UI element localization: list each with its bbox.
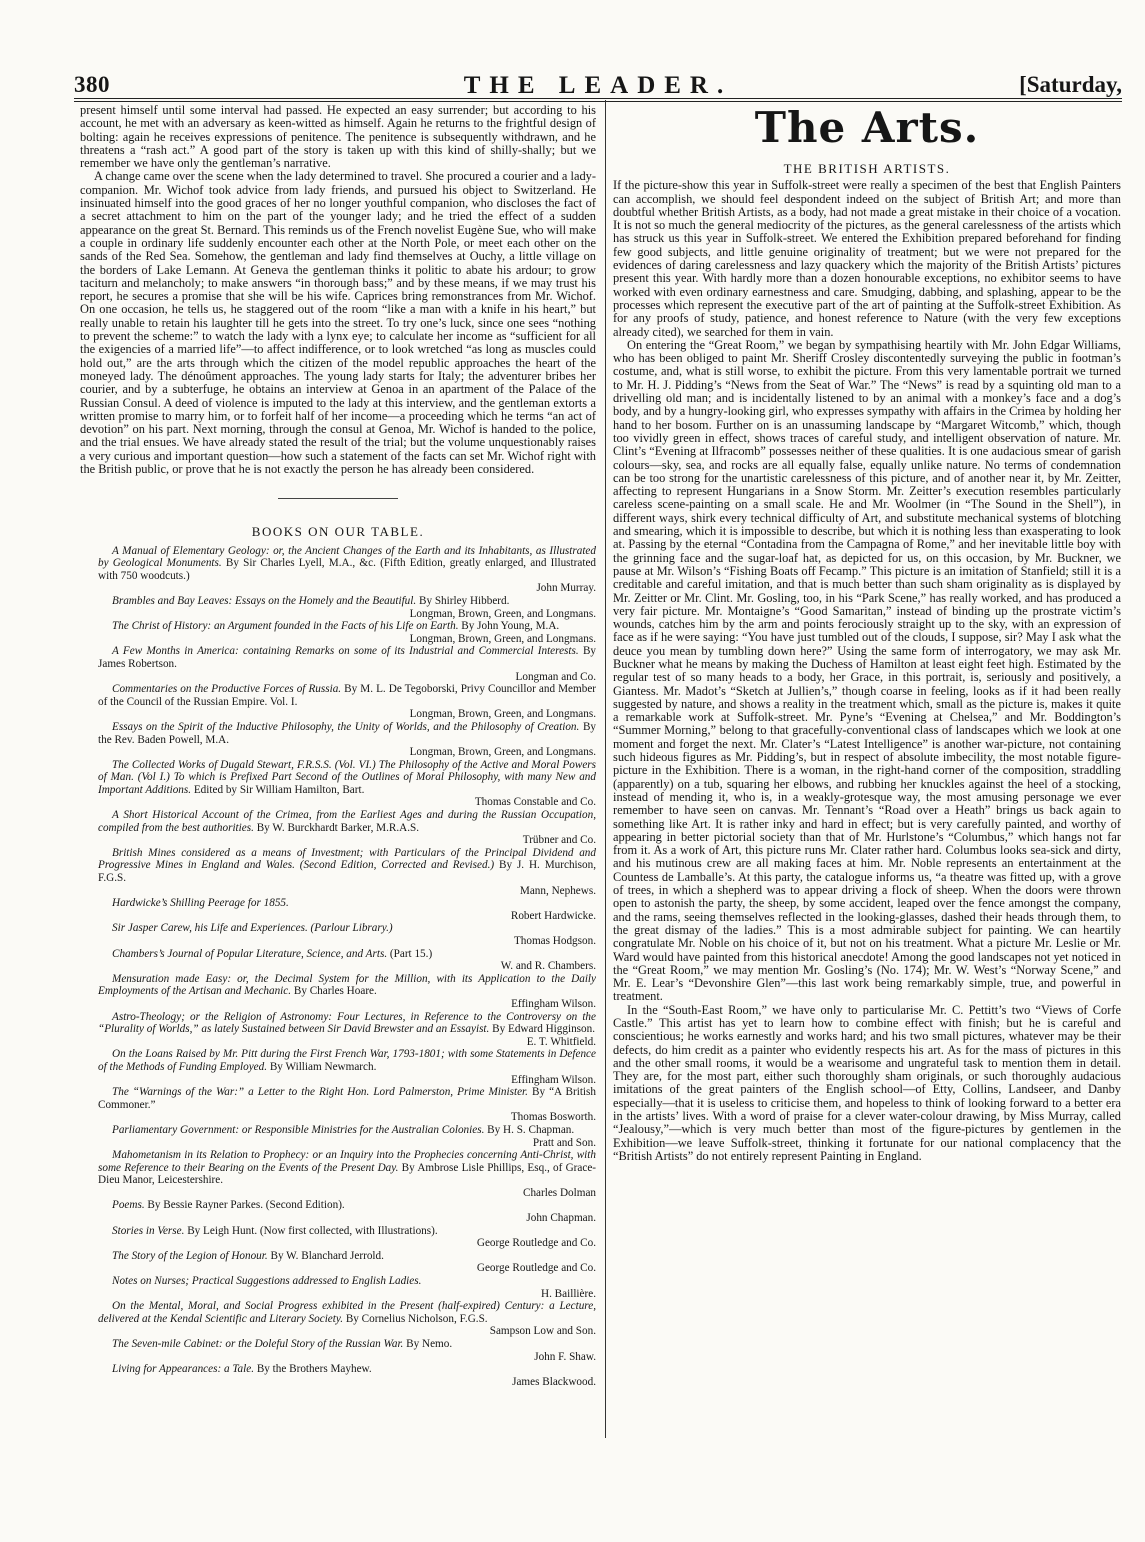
- book-author: By J. H. Murchison, F.G.S.: [98, 859, 597, 885]
- book-publisher: Effingham Wilson.: [511, 1073, 596, 1086]
- book-author: By Bessie Rayner Parkes. (Second Edition).: [147, 1199, 345, 1212]
- book-title: The Seven-mile Cabinet: or the Doleful Story of the Russian War.: [112, 1338, 404, 1351]
- article-paragraph: If the picture-show this year in Suffolk-street were really a specimen of the best that English Painters can accomplish, we should feel despondent indeed on the subject of British Art; and more than doubtful whether British Artists, as a body, had not made a great mistake in their choice of a vocation. It is not so much the general mediocrity of the pictures, as the general carelessness of the artists which has struck us this year in Suffolk-street. We entered the Exhibition prepared beforehand for finding few good subjects, and little genuine originality of treatment; but we were not prepared for the evidences of daring carelessness and lazy quackery which the majority of the British Artists’ pictures present this year. With hardly more than a dozen honourable exceptions, no exhibitor seems to have worked with even ordinary earnestness and care. Smudging, dabbing, and splashing, appear to be the processes which represent the executive part of the art of painting at the Suffolk-street Exhibition. As for any proofs of study, patience, and honest reference to Nature (with the very few exceptions already cited), we searched for them in vain.: [613, 178, 1121, 339]
- book-title: A Manual of Elementary Geology: or, the Ancient Changes of the Earth and its Inhabitants, as Illustrated by Geological Monuments.: [98, 544, 596, 570]
- book-author: Edited by Sir William Hamilton, Bart.: [193, 783, 365, 796]
- book-author: By W. Burckhardt Barker, M.R.A.S.: [256, 821, 420, 834]
- book-author: By the Brothers Mayhew.: [256, 1363, 372, 1376]
- page-number: 380: [74, 72, 110, 97]
- book-entry: [80, 1275, 596, 1300]
- book-entry: [80, 809, 596, 847]
- book-title: A Few Months in America: containing Remarks on some of its Industrial and Commercial Interests.: [112, 645, 579, 658]
- book-publisher: Sampson Low and Son.: [489, 1325, 596, 1338]
- newspaper-title: THE LEADER.: [463, 72, 733, 99]
- book-publisher: Longman, Brown, Green, and Longmans.: [409, 632, 596, 645]
- book-publisher: George Routledge and Co.: [476, 1237, 596, 1250]
- book-title: Notes on Nurses; Practical Suggestions addressed to English Ladies.: [112, 1275, 422, 1288]
- book-entry: [80, 1011, 596, 1049]
- book-author: By Cornelius Nicholson, F.G.S.: [345, 1312, 488, 1325]
- book-entry: [80, 1124, 596, 1149]
- book-title: Mensuration made Easy: or, the Decimal System for the Million, with its Application to the Daily Employments of the Artisan and Mechanic.: [98, 972, 596, 998]
- book-entry: [80, 973, 596, 1011]
- book-title: Astro-Theology; or the Religion of Astronomy: Four Lectures, in Reference to the Controversy on the “Plurality of Worlds,” as lately Sustained between Sir David Brewster and an Essayist.: [98, 1010, 596, 1036]
- book-author: By Shirley Hibberd.: [418, 594, 510, 607]
- book-publisher: George Routledge and Co.: [476, 1262, 596, 1275]
- book-entry: [80, 922, 596, 947]
- book-author: By William Newmarch.: [269, 1060, 377, 1073]
- book-entry: [80, 759, 596, 809]
- section-divider: [278, 498, 398, 499]
- article-paragraph: In the “South-East Room,” we have only to particularise Mr. C. Pettitt’s two “Views of Corfe Castle.” This artist has yet to learn how to combine effect with finish; but he is careful and conscientious; he works earnestly and works hard; and his two small pictures, whatever may be their defects, do him credit as a painter who evidently respects his art. As for the mass of pictures in this and the other small rooms, it would be a wearisome and ungrateful task to mention them in detail. They are, for the most part, either such thoroughly sham originals, or such thoroughly audacious imitations of the great painters of the English school—of Etty, Collins, Landseer, and Danby especially—that it is useless to criticise them, and hopeless to think of looking forward to a better era in the artists’ lives. With a word of praise for a clever water-colour drawing, by Miss Murray, called “Jealousy,”—which is very much better than most of the figure-pictures by gentlemen in the Exhibition—we leave Suffolk-street, thinking it fortunate for our national complacency that the “British Artists” do not entirely represent Painting in England.: [613, 1002, 1121, 1163]
- book-title: Poems.: [112, 1199, 145, 1212]
- books-heading: BOOKS ON OUR TABLE.: [251, 524, 425, 540]
- book-author: By Edward Higginson.: [492, 1023, 595, 1036]
- book-publisher: James Blackwood.: [512, 1375, 596, 1388]
- book-title: On the Mental, Moral, and Social Progress exhibited in the Present (half-expired) Century: a Lecture, delivered at the Kendal Scientific and Literary Society.: [98, 1300, 596, 1325]
- book-entry: [80, 1199, 596, 1224]
- left-column: [80, 104, 596, 1388]
- book-author: By Nemo.: [406, 1338, 453, 1351]
- right-column: [613, 104, 1121, 1163]
- book-author: By “A British Commoner.”: [98, 1086, 596, 1111]
- book-author: By the Rev. Baden Powell, M.A.: [98, 720, 596, 746]
- book-title: Essays on the Spirit of the Inductive Philosophy, the Unity of Worlds, and the Philosophy of Creation.: [112, 720, 580, 733]
- book-title: The Collected Works of Dugald Stewart, F.R.S.S. (Vol. VI.) The Philosophy of the Active and Moral Powers of Man. (Vol I.) To which is Prefixed Part Second of the Outlines of Moral Philosophy, with many New and Important Additions.: [98, 758, 596, 796]
- book-publisher: Thomas Constable and Co.: [474, 796, 596, 809]
- masthead-rule-thin: [74, 101, 1122, 102]
- book-title: Sir Jasper Carew, his Life and Experiences. (Parlour Library.): [112, 922, 393, 935]
- book-author: By James Robertson.: [98, 645, 596, 670]
- book-entry: [80, 1086, 596, 1124]
- book-author: By Charles Hoare.: [293, 985, 377, 998]
- book-publisher: E. T. Whitfield.: [526, 1035, 596, 1048]
- book-author: By W. Blanchard Jerrold.: [270, 1249, 384, 1262]
- book-title: Parliamentary Government: or Responsible Ministries for the Australian Colonies.: [112, 1123, 485, 1136]
- book-entry: [80, 683, 596, 721]
- book-author: By Sir Charles Lyell, M.A., &c. (Fifth Edition, greatly enlarged, and Illustrated with 750 woodcuts.): [98, 557, 597, 582]
- book-publisher: Longman, Brown, Green, and Longmans.: [409, 607, 596, 620]
- column-divider: [605, 100, 606, 1438]
- section-heading: The Arts.: [754, 103, 980, 152]
- book-author: By Ambrose Lisle Phillips, Esq., of Grace-Dieu Manor, Leicestershire.: [98, 1161, 597, 1187]
- book-entry: [80, 595, 596, 620]
- book-publisher: Longman, Brown, Green, and Longmans.: [409, 746, 596, 759]
- book-entry: [80, 620, 596, 645]
- book-title: Living for Appearances: a Tale.: [112, 1363, 255, 1376]
- book-publisher: Longman, Brown, Green, and Longmans.: [409, 708, 596, 721]
- book-entry: [80, 847, 596, 897]
- book-publisher: John Murray.: [536, 582, 596, 595]
- book-publisher: Trübner and Co.: [522, 834, 596, 847]
- book-publisher: John F. Shaw.: [534, 1350, 596, 1363]
- book-publisher: Charles Dolman: [522, 1186, 596, 1199]
- book-author: By H. S. Chapman.: [487, 1123, 575, 1136]
- book-author: By John Young, M.A.: [461, 620, 560, 633]
- book-entry: [80, 1048, 596, 1086]
- book-entry: [80, 1363, 596, 1388]
- book-title: Commentaries on the Productive Forces of Russia.: [112, 683, 342, 696]
- book-entry: [80, 1225, 596, 1250]
- book-title: The Story of the Legion of Honour.: [112, 1249, 268, 1262]
- book-entry: [80, 1250, 596, 1275]
- book-publisher: Pratt and Son.: [532, 1136, 596, 1149]
- book-entry: [80, 1149, 596, 1199]
- article-paragraph: On entering the “Great Room,” we began by sympathising heartily with Mr. John Edgar Williams, who has been obliged to paint Mr. Sheriff Crosley discontentedly surveying the public in footman’s costume, and, what is still worse, to exhibit the picture. From this very lamentable portrait we turned to Mr. H. J. Pidding’s “News from the Seat of War.” The “News” is read by a squinting old man to a drivelling old man; and is incidentally listened to by an animal with a monkey’s face and a dog’s body, and by a hungry-looking girl, who expresses sympathy with affairs in the Crimea by holding her hand to her bosom. Further on is an unassuming landscape by “Margaret Witcomb,” which, though too vividly green in effect, shows traces of careful study, and intelligent observation of nature. Mr. Clint’s “Evening at Ilfracomb” possesses neither of these qualities. It is one audacious smear of garish colours—sky, sea, and rocks are all equally false, equally unlike nature. No terms of condemnation can be too strong for the unartistic carelessness of this picture, and of another near it, by Mr. Zeitter, affecting to represent Hungarians in a Snow Storm. Mr. Zeitter’s execution resembles particularly careless scene-painting on a small scale. He and Mr. Woolmer (in “The Sound in the Shell”), in different ways, shirk every technical difficulty of Art, and substitute mechanical systems of blotching and smearing, which it is impossible to describe, but which it is nothing less than exasperating to look at. Passing by the eternal “Contadina from the Campagna of Rome,” and her inevitable little boy with the grinning face and the sugar-loaf hat, as depicted for us, on this occasion, by Mr. Buckner, we pause at Mr. Wilson’s “Fishing Boats off Fecamp.” This picture is an imitation of Stanfield; still it is a creditable and careful imitation, and that is much better than such sham originality as is displayed by Mr. Zeitter or Mr. Clint. Mr. Gosling, too, in his “Park Scene,” has really worked, and has produced a very fair picture. Mr. Montaigne’s “Good Samaritan,” instead of binding up the prostrate victim’s wounds, catches him by the arm and points ferociously straight up to the sky, with an expression of face as if he were saying: “You have just tumbled out of the clouds, I suppose, sir? May I ask what the deuce you mean by tumbling down here?” Using the same form of interrogatory, we may ask Mr. Buckner what he means by making the Duchess of Hamilton at least eight feet high. Estimated by the regular test of so many heads to a body, her Grace, in this portrait, is, seriously and positively, a Giantess. Mr. Madot’s “Sketch at Jullien’s,” though coarse in feeling, looks as if it had been really suggested by nature, and shows a reality in the treatment which, small as the picture is, makes it quite a remarkable work at Suffolk-street. Mr. Pyne’s “Evening at Chelsea,” and Mr. Boddington’s “Summer Morning,” belong to that gracefully-conventional class of landscapes which we look at one moment and forget the next. Mr. Clater’s “Latest Intelligence” is another war-picture, not containing such hideous figures as Mr. Pidding’s, but in respect of absolute imbecility, the most notable figure-picture in the Exhibition. There is a woman, in the right-hand corner of the composition, straddling (apparently) on a tub, squaring her elbows, and rubbing her knuckles against the heel of a stocking, instead of mending it, who is, in a weakly-grotesque way, the most amusing personage we ever remember to have seen on canvas. Mr. Tennant’s “Road over a Heath” brings us back again to something like Art. It is rather inky and hard in effect; but is very carefully painted, and worthy of appearing in better pictorial society than that of Mr. Hurlstone’s “Columbus,” which hangs not far from it. As a work of Art, this picture runs Mr. Clater rather hard. Columbus looks sea-sick and dirty, and his mutinous crew are all making faces at him. Mr. Noble represents an entertainment at the Countess de Lamballe’s. At this party, the catalogue informs us, “a theatre was fitted up, with a grove of trees, in which a shepherd was to appear driving a flock of sheep. When the doors were thrown open to astonish the party, the sheep, by some accident, leaped over the fence amongst the company, and the rams, seeing themselves reflected in the looking-glasses, dashed their heads through them, to the great dismay of the ladies.” This is a most admirable subject for painting. We can heartily congratulate Mr. Noble on his choice of it, but not on his treatment. What a picture Mr. Leslie or Mr. Ward would have painted from this historical anecdote! Among the good landscapes not yet noticed in the “Great Room,” we may mention Mr. Gosling’s (No. 174); Mr. W. West’s “Norway Scene,” and Mr. E. Lear’s “Devonshire Glen”—this last work being remarkably simple, true, and powerful in treatment.: [613, 337, 1121, 1004]
- book-author: (Part 15.): [389, 947, 433, 960]
- book-publisher: John Chapman.: [526, 1212, 596, 1225]
- masthead-rule: [74, 98, 1122, 99]
- book-title: British Mines considered as a means of Investment; with Particulars of the Principal Dividend and Progressive Mines in England and Wales. (Second Edition, Corrected and Revised.): [98, 846, 596, 872]
- book-publisher: Robert Hardwicke.: [510, 909, 596, 922]
- article-paragraph: A change came over the scene when the lady determined to travel. She procured a courier and a lady-companion. Mr. Wichof took advice from lady friends, and pursued his object to Switzerland. He insinuated himself into the good graces of her no longer youthful companion, who discloses the fact of a secret attachment to him on the part of the younger lady; and he tried the effect of a sudden appearance on the great St. Bernard. This reminds us of the French novelist Eugène Sue, who will make a couple in ordinary life suddenly encounter each other at the North Pole, or meet each other on the sands of the Red Sea. Somehow, the gentleman and lady find themselves at Ouchy, a little village on the borders of Lake Lemann. At Geneva the gentleman thinks it politic to abate his ardour; to grow taciturn and melancholy; to make answers “in thorough bass;” and by these means, if we may trust his report, he secures a promise that she will be his wife. Caprices bring remonstrances from Mr. Wichof. On one occasion, he tells us, he staggered out of the room “like a man with a knife in his heart,” but really unable to retain his laughter till he gets into the street. To try one’s luck, since one sees “nothing to prevent the scheme:” to watch the lady with a lynx eye; to calculate her income as “sufficient for all the exigencies of a married life”—to affect indifference, or to look wretched “as long as muscles could hold out,” are the arts through which the citizen of the model republic approaches the heart of the moneyed lady. The dénoûment approaches. The young lady starts for Italy; the adventurer bribes her courier, and by a subterfuge, he obtains an interview at Genoa in an apartment of the Palace of the Russian Consul. A deed of violence is imputed to the lady at this interview, and the gentleman extorts a written promise to marry him, or to forfeit half of her income—a proceeding which he terms “an act of devotion” on his part. Next morning, through the consul at Genoa, Mr. Wichof is handed to the police, and the trial ensues. We have already stated the result of the trial; but the volume unquestionably raises a very curious and important question—how such a statement of the facts can set Mr. Wichof right with the British public, or prove that he is not exactly the person he has already been considered.: [80, 169, 596, 477]
- book-publisher: Thomas Hodgson.: [513, 935, 596, 948]
- book-title: The Christ of History: an Argument founded in the Facts of his Life on Earth.: [112, 620, 459, 633]
- book-publisher: Effingham Wilson.: [511, 997, 596, 1010]
- masthead: [74, 72, 1122, 100]
- book-publisher: W. and R. Chambers.: [500, 960, 596, 973]
- book-title: Chambers’s Journal of Popular Literature, Science, and Arts.: [112, 947, 388, 960]
- book-publisher: Longman and Co.: [515, 670, 596, 683]
- book-author: By M. L. De Tegoborski, Privy Councillor and Member of the Council of the Russian Empire. Vol. I.: [98, 683, 597, 708]
- book-entry: [80, 1338, 596, 1363]
- book-publisher: Thomas Bosworth.: [510, 1111, 596, 1124]
- book-entry: [80, 897, 596, 922]
- book-title: Mahometanism in its Relation to Prophecy: or an Inquiry into the Prophecies concerning Anti-Christ, with some Reference to their Bearing on the Events of the Present Day.: [98, 1149, 596, 1174]
- book-title: Stories in Verse.: [112, 1224, 185, 1237]
- book-publisher: H. Baillière.: [541, 1287, 596, 1300]
- book-title: The “Warnings of the War:” a Letter to the Right Hon. Lord Palmerston, Prime Minister.: [112, 1086, 528, 1099]
- article-paragraph: present himself until some interval had passed. He expected an easy surrender; but according to his account, he met with an adversary as keen-witted as himself. Again he returns to the frightful design of bolting: again he receives expressions of penitence. The penitence is subsequently withdrawn, and he threatens a “rash act.” A good part of the story is taken up with this kind of shilly-shally; but we remember we have only the gentleman’s narrative.: [80, 103, 596, 171]
- book-title: Hardwicke’s Shilling Peerage for 1855.: [112, 897, 289, 910]
- book-entry: [80, 721, 596, 759]
- book-entry: [80, 545, 596, 595]
- book-entry: [80, 1300, 596, 1338]
- book-publisher: Mann, Nephews.: [519, 884, 596, 897]
- books-list: [80, 545, 596, 1389]
- book-title: A Short Historical Account of the Crimea, from the Earliest Ages and during the Russian Occupation, compiled from the best authorities.: [98, 809, 596, 834]
- book-title: On the Loans Raised by Mr. Pitt during the First French War, 1793-1801; with some Statements in Defence of the Methods of Funding Employed.: [98, 1048, 596, 1073]
- issue-date-label: [Saturday,: [1019, 72, 1122, 97]
- book-author: By Leigh Hunt. (Now first collected, with Illustrations).: [187, 1224, 438, 1237]
- article-heading: THE BRITISH ARTISTS.: [783, 161, 951, 176]
- book-entry: [80, 948, 596, 973]
- book-title: Brambles and Bay Leaves: Essays on the Homely and the Beautiful.: [112, 594, 417, 607]
- book-entry: [80, 645, 596, 683]
